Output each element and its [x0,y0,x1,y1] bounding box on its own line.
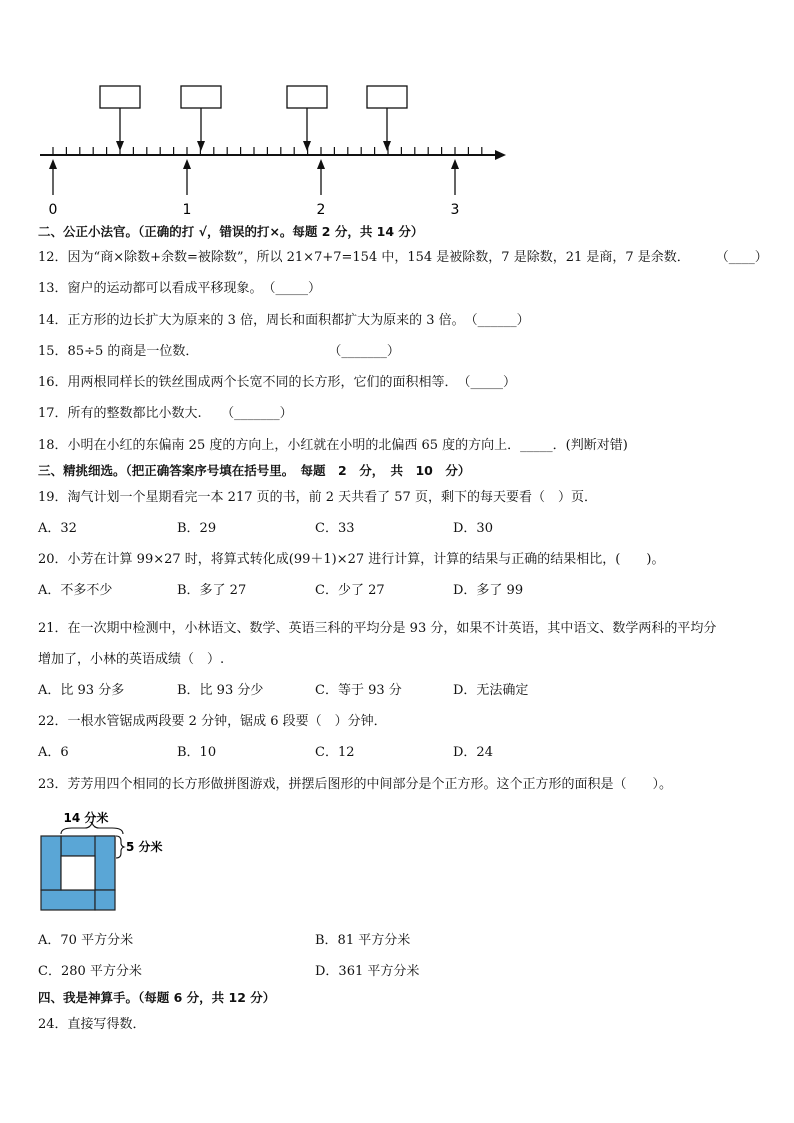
left-rectangle [41,836,61,890]
number-line-arrowhead [495,150,506,160]
number-line-label-0: 0 [48,202,58,218]
width-label: 14 分米 [63,811,109,825]
question-16: 16．用两根同样长的铁丝围成两个长宽不同的长方形，它们的面积相等． （_____） [38,375,517,390]
number-line-label-1: 1 [182,202,192,218]
center-square [61,856,95,890]
box-pointer-arrowhead [197,141,205,151]
question-13: 13．窗户的运动都可以看成平移现象。 （_____） [38,281,322,296]
number-line-diagram [0,0,794,222]
height-brace [116,836,124,858]
integer-marker-arrowhead [451,159,459,169]
q22-option-c: C．12 [315,745,355,760]
q20-option-b: B．多了 27 [177,583,247,598]
q20-option-c: C．少了 27 [315,583,385,598]
number-line-label-2: 2 [316,202,326,218]
q21-option-b: B．比 93 分少 [177,683,264,698]
box-pointer-arrowhead [303,141,311,151]
q20-option-a: A．不多不少 [38,583,113,598]
question-21-line-2: 增加了，小林的英语成绩（ ）. [38,652,225,667]
rectangle-puzzle-figure [30,808,170,913]
box-pointer-arrowhead [116,141,124,151]
integer-marker-arrowhead [49,159,57,169]
answer-box [287,86,327,108]
question-21-line-1: 21．在一次期中检测中，小林语文、数学、英语三科的平均分是 93 分，如果不计英语，其中语文、数学两科的平均分 [38,621,717,636]
q23-option-d: D．361 平方分米 [315,964,420,979]
question-14: 14．正方形的边长扩大为原来的 3 倍，周长和面积都扩大为原来的 3 倍。 （______） [38,313,530,328]
bottom-rectangle [41,890,95,910]
section-4-title: 四、我是神算手。（每题 6 分，共 12 分） [38,990,276,1005]
question-20: 20．小芳在计算 99×27 时，将算式转化成(99＋1)×27 进行计算，计算的结果与正确的结果相比，( )。 [38,552,665,567]
integer-marker-arrowhead [317,159,325,169]
box-pointer-arrowhead [383,141,391,151]
q19-option-a: A．32 [38,521,77,536]
right-rectangle [95,836,115,890]
question-17: 17．所有的整数都比小数大. （_______） [38,406,293,421]
height-label: 5 分米 [126,840,163,854]
answer-box [367,86,407,108]
number-line-geometry [40,86,506,195]
q19-option-c: C．33 [315,521,355,536]
answer-box [100,86,140,108]
q21-option-c: C．等于 93 分 [315,683,402,698]
q23-option-c: C．280 平方分米 [38,964,142,979]
question-22: 22．一根水管锯成两段要 2 分钟，锯成 6 段要（ ）分钟． [38,714,387,729]
question-24: 24．直接写得数． [38,1017,146,1032]
integer-marker-arrowhead [183,159,191,169]
bottom-right-corner-piece [95,890,115,910]
q20-option-d: D．多了 99 [453,583,524,598]
q23-option-b: B．81 平方分米 [315,933,411,948]
q21-option-a: A．比 93 分多 [38,683,125,698]
section-3-title: 三、精挑细选。（把正确答案序号填在括号里。 每题 2 分， 共 10 分） [38,463,471,478]
q23-option-a: A．70 平方分米 [38,933,134,948]
q22-option-d: D．24 [453,745,493,760]
q22-option-a: A．6 [38,745,69,760]
question-23: 23．芳芳用四个相同的长方形做拼图游戏，拼摆后图形的中间部分是个正方形。这个正方形的面积是（ ）。 [38,777,673,792]
q19-option-b: B．29 [177,521,217,536]
q21-option-d: D．无法确定 [453,683,529,698]
q22-option-b: B．10 [177,745,217,760]
question-12: 12．因为“商×除数+余数=被除数”，所以 21×7+7=154 中，154 是被除数，7 是除数，21 是商，7 是余数． （____） [38,250,768,265]
q19-option-d: D．30 [453,521,493,536]
question-15: 15．85÷5 的商是一位数． （_______） [38,344,400,359]
answer-box [181,86,221,108]
question-18: 18．小明在小红的东偏南 25 度的方向上，小红就在小明的北偏西 65 度的方向上．_____．(判断对错) [38,438,628,453]
section-2-title: 二、公正小法官。（正确的打 √，错误的打×。每题 2 分，共 14 分） [38,224,424,239]
number-line-label-3: 3 [450,202,460,218]
question-19: 19．淘气计划一个星期看完一本 217 页的书，前 2 天共看了 57 页，剩下的每天要看（ ）页． [38,490,597,505]
